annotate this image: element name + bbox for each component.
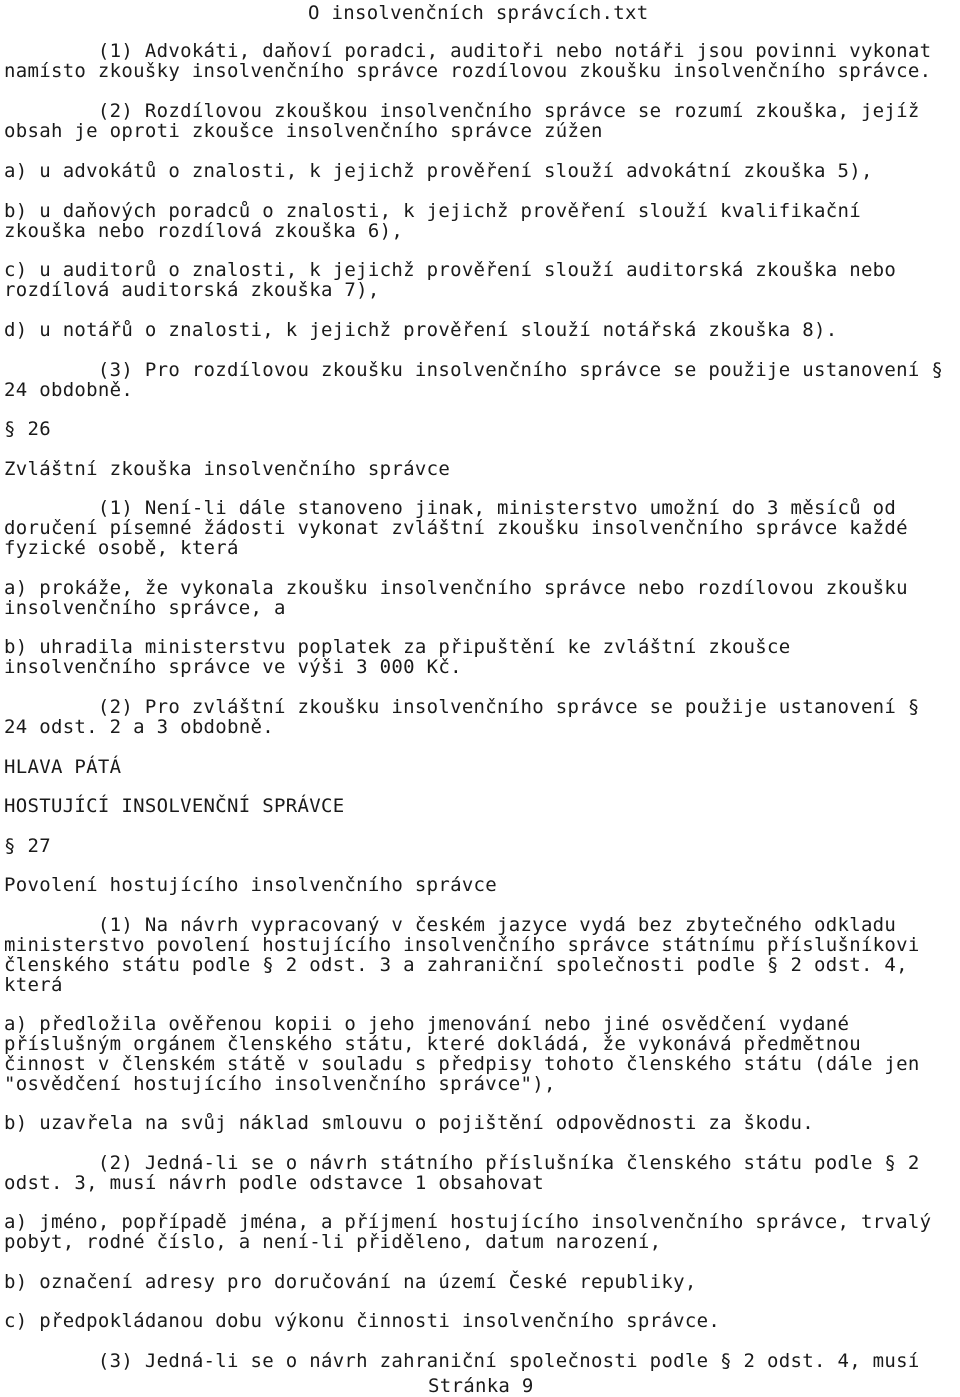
chapter-title: HOSTUJÍCÍ INSOLVENČNÍ SPRÁVCE bbox=[4, 795, 345, 817]
text-line: obsah je oproti zkoušce insolvenčního správce zúžen bbox=[4, 120, 603, 142]
text-line: fyzické osobě, která bbox=[4, 537, 239, 559]
text-line: (1) Advokáti, daňoví poradci, auditoři nebo notáři jsou povinni vykonat bbox=[4, 40, 932, 62]
text-line: (2) Jedná-li se o návrh státního příslušníka členského státu podle § 2 bbox=[4, 1152, 920, 1174]
text-line: která bbox=[4, 974, 63, 996]
text-line: a) předložila ověřenou kopii o jeho jmenování nebo jiné osvědčení vydané bbox=[4, 1013, 850, 1035]
text-line: d) u notářů o znalosti, k jejichž prověření slouží notářská zkouška 8). bbox=[4, 319, 838, 341]
text-line: pobyt, rodné číslo, a není-li přiděleno, datum narození, bbox=[4, 1231, 662, 1253]
text-line: členského státu podle § 2 odst. 3 a zahraniční společnosti podle § 2 odst. 4, bbox=[4, 954, 908, 976]
text-line: b) uhradila ministerstvu poplatek za připuštění ke zvláštní zkoušce bbox=[4, 636, 791, 658]
text-line: b) uzavřela na svůj náklad smlouvu o pojištění odpovědnosti za škodu. bbox=[4, 1112, 814, 1134]
text-line: a) prokáže, že vykonala zkoušku insolvenčního správce nebo rozdílovou zkoušku bbox=[4, 577, 908, 599]
text-line: ministerstvo povolení hostujícího insolvenčního správce státnímu příslušníkovi bbox=[4, 934, 920, 956]
text-line: doručení písemné žádosti vykonat zvláštní zkoušku insolvenčního správce každé bbox=[4, 517, 908, 539]
chapter-heading: HLAVA PÁTÁ bbox=[4, 756, 122, 778]
text-line: rozdílová auditorská zkouška 7), bbox=[4, 279, 380, 301]
text-line: namísto zkoušky insolvenčního správce rozdílovou zkoušku insolvenčního správce. bbox=[4, 60, 932, 82]
text-line: zkouška nebo rozdílová zkouška 6), bbox=[4, 220, 404, 242]
section-title: Povolení hostujícího insolvenčního správce bbox=[4, 874, 498, 896]
text-line: 24 odst. 2 a 3 obdobně. bbox=[4, 716, 274, 738]
text-line: příslušným orgánem členského státu, které dokládá, že vykonává předmětnou bbox=[4, 1033, 861, 1055]
text-line: a) jméno, popřípadě jména, a příjmení hostujícího insolvenčního správce, trvalý bbox=[4, 1211, 932, 1233]
text-line: 24 obdobně. bbox=[4, 379, 134, 401]
text-line: b) označení adresy pro doručování na území České republiky, bbox=[4, 1271, 697, 1293]
page-footer: Stránka 9 bbox=[428, 1375, 534, 1397]
section-heading: § 27 bbox=[4, 835, 51, 857]
text-line: insolvenčního správce ve výši 3 000 Kč. bbox=[4, 656, 462, 678]
text-line: (1) Není-li dále stanoveno jinak, ministerstvo umožní do 3 měsíců od bbox=[4, 497, 897, 519]
text-line: (3) Pro rozdílovou zkoušku insolvenčního správce se použije ustanovení § bbox=[4, 359, 944, 381]
text-line: činnost v členském státě v souladu s předpisy tohoto členského státu (dále jen bbox=[4, 1053, 920, 1075]
section-title: Zvláštní zkouška insolvenčního správce bbox=[4, 458, 451, 480]
text-line: (2) Rozdílovou zkouškou insolvenčního správce se rozumí zkouška, jejíž bbox=[4, 100, 920, 122]
text-line: (2) Pro zvláštní zkoušku insolvenčního správce se použije ustanovení § bbox=[4, 696, 920, 718]
text-line: (3) Jedná-li se o návrh zahraniční společnosti podle § 2 odst. 4, musí bbox=[4, 1350, 920, 1372]
text-line: "osvědčení hostujícího insolvenčního správce"), bbox=[4, 1073, 556, 1095]
text-line: c) předpokládanou dobu výkonu činnosti insolvenčního správce. bbox=[4, 1310, 721, 1332]
text-line: c) u auditorů o znalosti, k jejichž prověření slouží auditorská zkouška nebo bbox=[4, 259, 897, 281]
text-line: a) u advokátů o znalosti, k jejichž prověření slouží advokátní zkouška 5), bbox=[4, 160, 873, 182]
document-title: O insolvenčních správcích.txt bbox=[308, 2, 649, 24]
section-heading: § 26 bbox=[4, 418, 51, 440]
text-line: insolvenčního správce, a bbox=[4, 597, 286, 619]
text-line: odst. 3, musí návrh podle odstavce 1 obsahovat bbox=[4, 1172, 544, 1194]
text-line: b) u daňových poradců o znalosti, k jejichž prověření slouží kvalifikační bbox=[4, 200, 861, 222]
text-line: (1) Na návrh vypracovaný v českém jazyce vydá bez zbytečného odkladu bbox=[4, 914, 897, 936]
